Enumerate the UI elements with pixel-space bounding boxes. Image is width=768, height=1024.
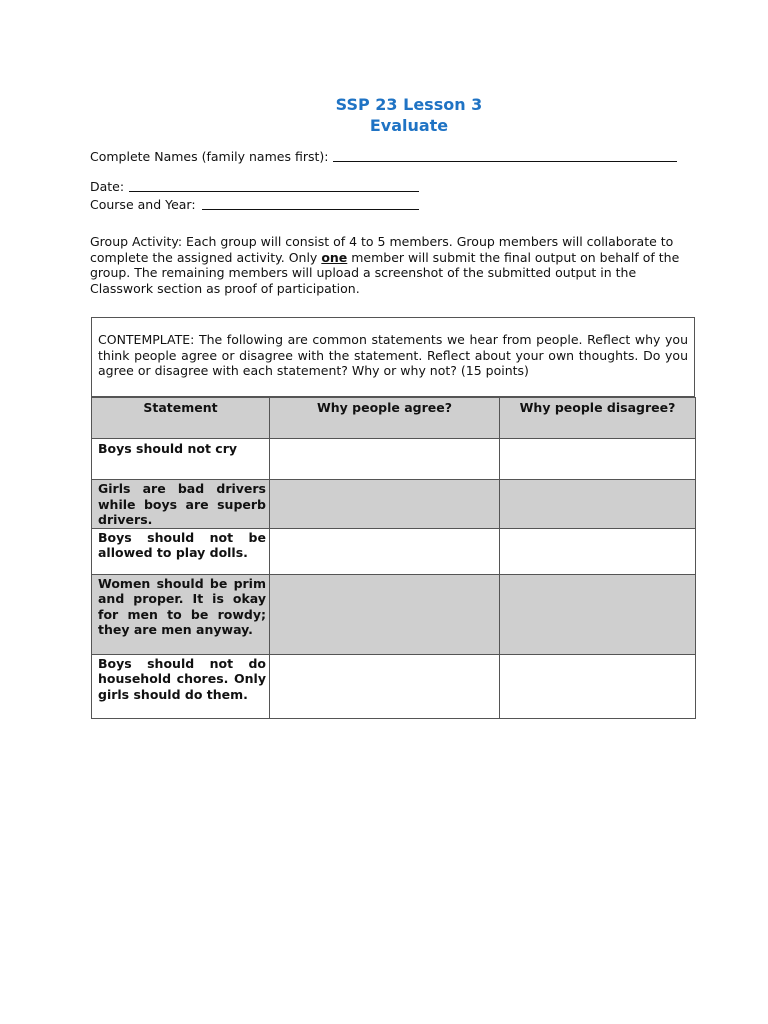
table-row [92,480,696,529]
contemplate-box [91,317,695,397]
agree-answer-cell[interactable] [270,528,500,574]
instructions-text-1: Group Activity: Each group will consist of 4 to 5 members. Group members will collaborate to complete the assigned activity. Only [90,234,674,265]
date-field[interactable] [129,191,419,192]
header-why-agree: Why people agree? [270,398,500,439]
table-row [92,528,696,574]
course-field[interactable] [202,209,419,210]
header-why-disagree: Why people disagree? [500,398,696,439]
contemplate-text: CONTEMPLATE: The following are common statements we hear from people. Reflect why you think people agree or disagree with the statement. Reflect about your own thoughts. Do you agree or disagree with each statement? Why or why not? (15 points) [98,332,688,378]
statement-text: Girls are bad drivers while boys are superb drivers. [98,481,266,527]
group-activity-instructions [90,234,690,296]
statement-cell [92,528,270,574]
instructions-emphasis: one [321,249,348,265]
header-statement: Statement [92,398,270,439]
course-label: Course and Year: [90,197,196,212]
names-field[interactable] [333,161,677,162]
agree-answer-cell[interactable] [270,654,500,718]
statement-cell [92,574,270,654]
statement-text: Boys should not be allowed to play dolls. [98,529,266,560]
disagree-answer-cell[interactable] [500,574,696,654]
statement-text: Women should be prim and proper. It is okay for men to be rowdy; they are men anyway. [98,575,266,637]
agree-answer-cell[interactable] [270,574,500,654]
disagree-answer-cell[interactable] [500,528,696,574]
table-row [92,574,696,654]
statement-cell [92,439,270,480]
agree-answer-cell[interactable] [270,439,500,480]
table-row [92,654,696,718]
disagree-answer-cell[interactable] [500,439,696,480]
statement-text: Boys should not do household chores. Only girls should do them. [98,655,266,702]
disagree-answer-cell[interactable] [500,480,696,529]
statement-text: Boys should not cry [98,441,238,456]
table-row [92,439,696,480]
statements-table [91,397,696,719]
statement-cell [92,480,270,529]
statement-cell [92,654,270,718]
instructions-text-2: member will submit the final output on behalf of the group. The remaining members will upload a screenshot of the submitted output in the Classwork section as proof of participation. [90,249,680,296]
disagree-answer-cell[interactable] [500,654,696,718]
title-line-2: Evaluate [369,116,449,135]
table-header-row [92,398,696,439]
date-label: Date: [90,179,125,194]
names-label: Complete Names (family names first): [90,149,329,164]
agree-answer-cell[interactable] [270,480,500,529]
title-line-1: SSP 23 Lesson 3 [335,95,483,114]
